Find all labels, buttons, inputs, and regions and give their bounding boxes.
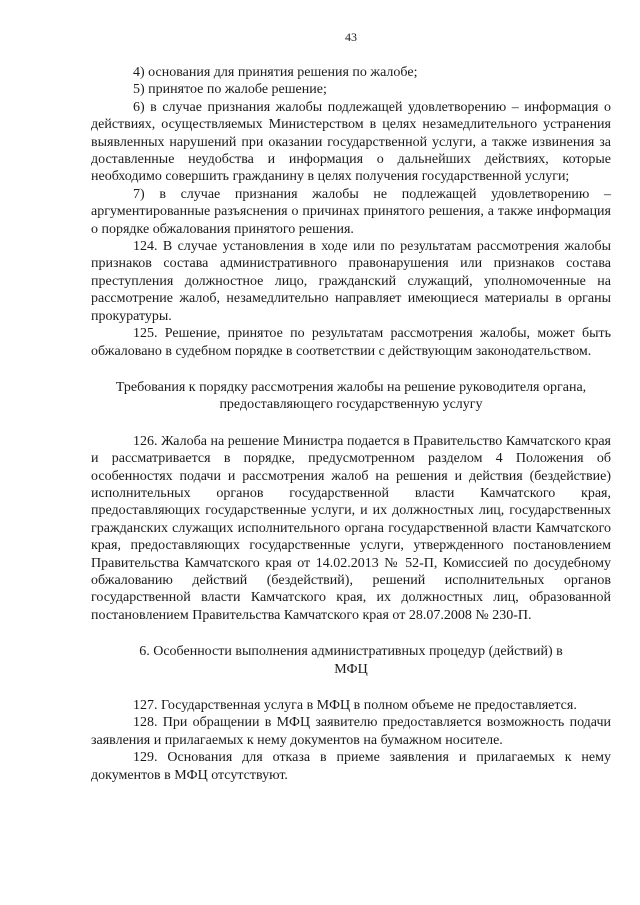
list-item-5: 5) принятое по жалобе решение; [133, 82, 327, 98]
list-item-6: 6) в случае признания жалобы подлежащей удовлетворению – информация о действиях, осуществляемых Министерством в целях незамедлительного устранения выявленных нарушений при оказании государственной услуги, а также извинения за доставленные неудобства и информация о дальнейших действиях, которые необходимо совершить гражданину в целях получения государственной услуги; [91, 99, 611, 185]
paragraph-128: 128. При обращении в МФЦ заявителю предоставляется возможность подачи заявления и прилагаемых к нему документов на бумажном носителе. [91, 715, 611, 748]
section-heading-line: МФЦ [334, 661, 368, 677]
section-heading-mfc [91, 643, 611, 678]
section-heading-line: 6. Особенности выполнения административных процедур (действий) в [139, 644, 563, 660]
section-heading-complaint-requirements [91, 379, 611, 414]
paragraph-129: 129. Основания для отказа в приеме заявления и прилагаемых к нему документов в МФЦ отсутствуют. [91, 750, 611, 783]
document-page [91, 30, 611, 784]
list-item-7: 7) в случае признания жалобы не подлежащей удовлетворению – аргументированные разъяснения о причинах принятого решения, а также информация о порядке обжалования принятого решения. [91, 186, 611, 237]
paragraph-127: 127. Государственная услуга в МФЦ в полном объеме не предоставляется. [133, 698, 577, 713]
section-heading-line: предоставляющего государственную услугу [219, 397, 483, 413]
paragraph-124: 124. В случае установления в ходе или по результатам рассмотрения жалобы признаков состава административного правонарушения или признаков состава преступления должностное лицо, гражданский служащий, уполномоченные на рассмотрение жалоб, незамедлительно направляет имеющиеся материалы в органы прокуратуры. [91, 239, 611, 324]
paragraph-125: 125. Решение, принятое по результатам рассмотрения жалобы, может быть обжаловано в судебном порядке в соответствии с действующим законодательством. [91, 326, 611, 359]
page-number: 43 [345, 30, 357, 44]
list-item-4: 4) основания для принятия решения по жалобе; [133, 65, 418, 80]
paragraph-126: 126. Жалоба на решение Министра подается в Правительство Камчатского края и рассматривается в порядке, предусмотренном разделом 4 Положения об особенностях подачи и рассмотрения жалоб на решения и действия (бездействие) исполнительных органов государственной власти Камчатского края, предоставляющих государственные услуги, и их должностных лиц, государственных гражданских служащих исполнительного органа государственной власти Камчатского края, предоставляющих государственные услуги, утвержденного постановлением Правительства Камчатского края от 14.02.2013 № 52-П, Комиссией по досудебному обжалованию действий (бездействий), решений исполнительных органов государственной власти Камчатского края, их должностных лиц, образованной постановлением Правительства Камчатского края от 28.07.2008 № 230-П. [91, 433, 611, 623]
section-heading-line: Требования к порядку рассмотрения жалобы на решение руководителя органа, [115, 379, 587, 395]
